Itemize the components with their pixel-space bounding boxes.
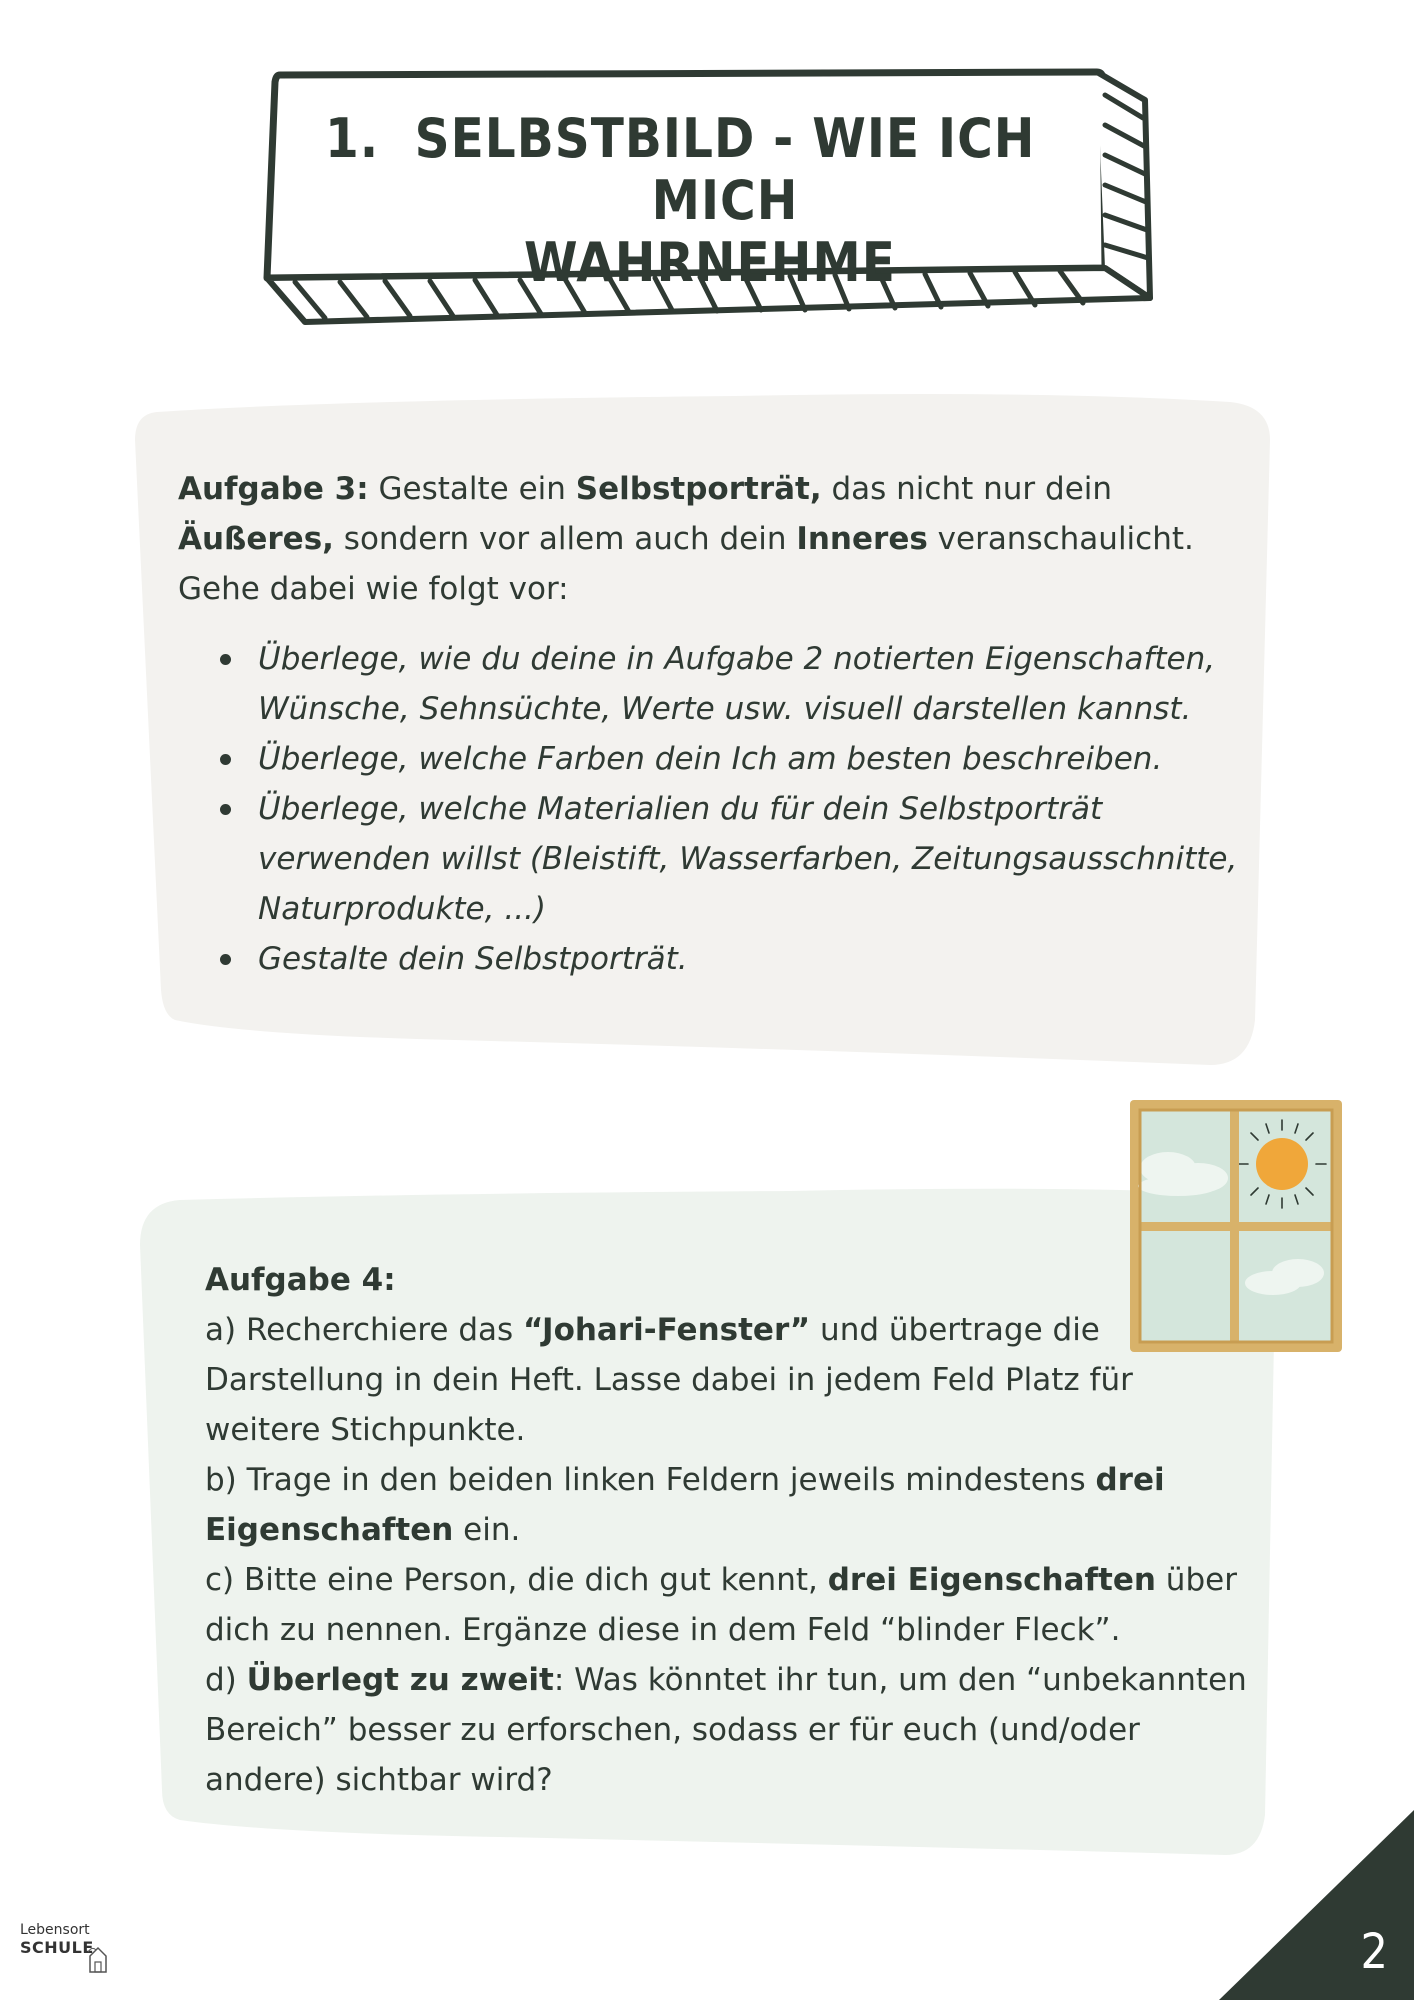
task3-step: Gestalte dein Selbstporträt.: [258, 934, 1258, 984]
task4-a-text: a) Recherchiere das: [205, 1312, 524, 1348]
task3-intro: [178, 464, 1258, 614]
task4-label-line: [205, 1255, 1255, 1305]
task4-part-b: [205, 1455, 1255, 1555]
task4-part-c: [205, 1555, 1255, 1655]
task3-bold-3: Inneres: [796, 521, 928, 557]
title-number: 1.: [325, 107, 380, 170]
window-illustration: [1128, 1098, 1344, 1354]
task3-text-1: Gestalte ein: [368, 471, 576, 507]
task4-a-text-2: und übertrage die Darstellung in dein Heft. Lasse dabei in jedem Feld Platz für weitere Stichpunkte.: [205, 1312, 1133, 1448]
title-line-2: WAHRNEHME: [524, 231, 896, 294]
task4-a-bold: “Johari-Fenster”: [523, 1312, 811, 1348]
task4-c-text: c) Bitte eine Person, die dich gut kennt,: [205, 1562, 828, 1598]
task4-part-a: [205, 1305, 1255, 1455]
task3-step: Überlege, wie du deine in Aufgabe 2 notierten Eigenschaften, Wünsche, Sehnsüchte, Werte usw. visuell darstellen kannst.: [258, 634, 1258, 734]
task4-b-bold: drei Eigenschaften: [205, 1462, 1165, 1548]
task4-d-text: d): [205, 1662, 247, 1698]
task3-text-3: sondern vor allem auch dein: [333, 521, 797, 557]
task4-d-text-2: : Was könntet ihr tun, um den “unbekannten Bereich” besser zu erforschen, sodass er für euch (und/oder andere) sichtbar wird?: [205, 1662, 1247, 1798]
task3-text: [178, 464, 1258, 984]
logo-line-2: SCHULE: [20, 1938, 94, 1957]
title-line-1: SELBSTBILD - WIE ICH MICH: [414, 107, 1036, 232]
page-title: [300, 108, 1060, 294]
logo-line-1: Lebensort: [20, 1922, 90, 1938]
task4-b-text-2: ein.: [453, 1512, 521, 1548]
task4-label: Aufgabe 4:: [205, 1262, 396, 1298]
task3-label: Aufgabe 3:: [178, 471, 369, 507]
task4-part-d: [205, 1655, 1255, 1805]
task4-c-text-2: über dich zu nennen. Ergänze diese in dem Feld “blinder Fleck”.: [205, 1562, 1237, 1648]
task4-c-bold: drei Eigenschaften: [827, 1562, 1156, 1598]
task3-bold-2: Äußeres,: [178, 521, 334, 557]
task3-step: Überlege, welche Farben dein Ich am besten beschreiben.: [258, 734, 1258, 784]
house-icon: [86, 1944, 110, 1974]
task3-text-4: veranschaulicht. Gehe dabei wie folgt vor:: [178, 521, 1194, 607]
task3-step: Überlege, welche Materialien du für dein Selbstporträt verwenden willst (Bleistift, Wasserfarben, Zeitungsausschnitte, Naturprodukte, ...): [258, 784, 1258, 934]
task3-text-2: das nicht nur dein: [821, 471, 1113, 507]
task4-b-text: b) Trage in den beiden linken Feldern jeweils mindestens: [205, 1462, 1096, 1498]
task3-steps: [178, 634, 1258, 984]
task3-bold-1: Selbstporträt,: [575, 471, 822, 507]
task4-text: [205, 1255, 1255, 1805]
brand-logo: [20, 1922, 120, 1982]
page-number: 2: [1360, 1924, 1388, 1980]
task4-d-bold: Überlegt zu zweit: [246, 1662, 554, 1698]
